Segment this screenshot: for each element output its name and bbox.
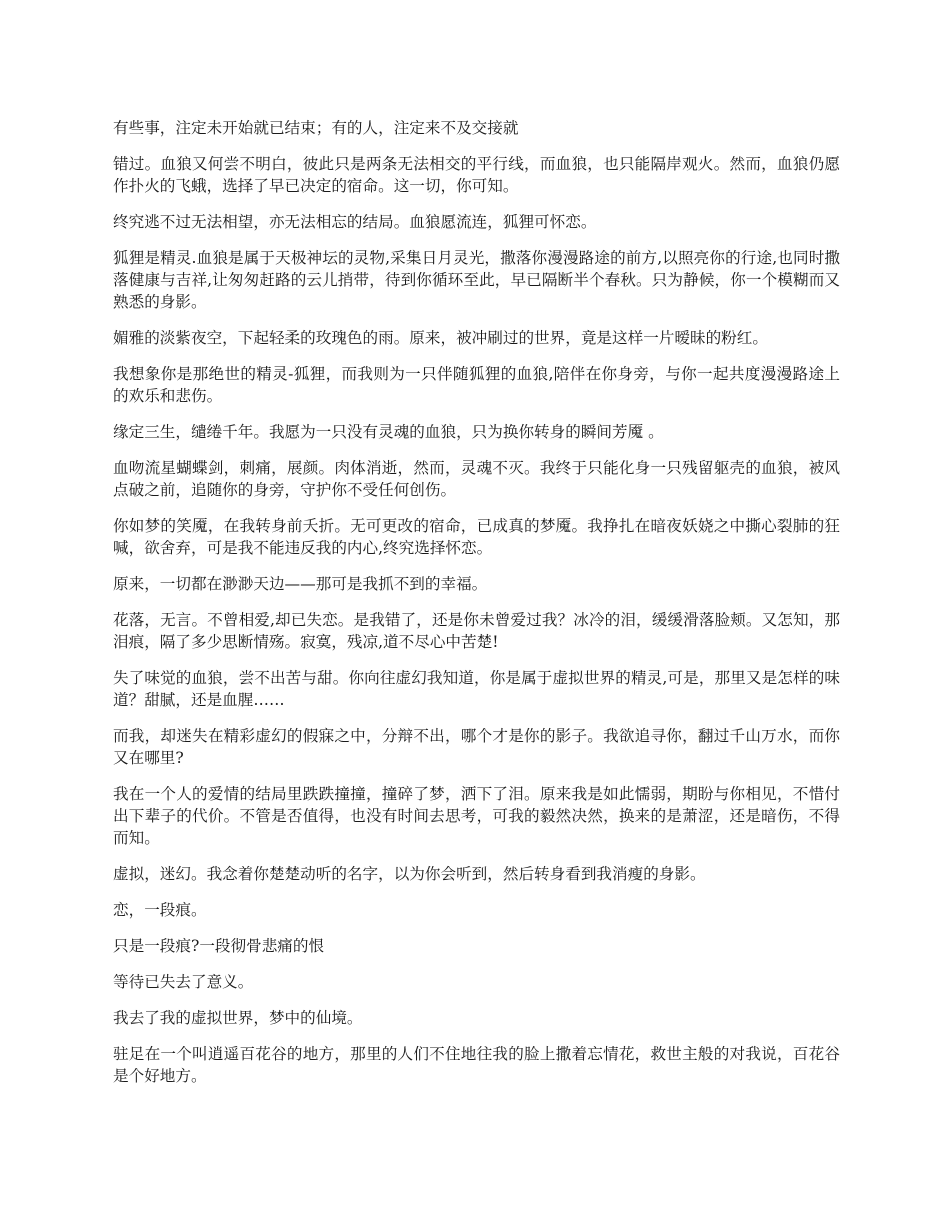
paragraph: 恋，一段痕。 bbox=[113, 901, 207, 919]
paragraph: 你如梦的笑魇，在我转身前夭折。无可更改的宿命，已成真的梦魇。我挣扎在暗夜妖娆之中撕心裂肺的狂喊，欲舍弃，可是我不能违反我的内心,终究选择怀恋。 bbox=[113, 517, 840, 557]
paragraph: 血吻流星蝴蝶剑，刺痛，展颜。肉体消逝，然而，灵魂不灭。我终于只能化身一只残留躯壳的血狼，被风点破之前，追随你的身旁，守护你不受任何创伤。 bbox=[113, 459, 840, 499]
paragraph: 终究逃不过无法相望，亦无法相忘的结局。血狼愿流连，狐狸可怀恋。 bbox=[113, 213, 597, 231]
paragraph: 错过。血狼又何尝不明白，彼此只是两条无法相交的平行线，而血狼，也只能隔岸观火。然而，血狼仍愿作扑火的飞蛾，选择了早已决定的宿命。这一切，你可知。 bbox=[113, 155, 840, 195]
paragraph: 有些事，注定未开始就已结束；有的人，注定来不及交接就 bbox=[113, 119, 519, 137]
paragraph: 等待已失去了意义。 bbox=[113, 973, 254, 991]
paragraph: 狐狸是精灵.血狼是属于天极神坛的灵物,采集日月灵光，撒落你漫漫路途的前方,以照亮你的行途,也同时撒落健康与吉祥,让匆匆赶路的云儿捎带，待到你循环至此，早已隔断半个春秋。只为静候，你一个模糊而又熟悉的身影。 bbox=[113, 249, 840, 311]
paragraph: 缘定三生，缱绻千年。我愿为一只没有灵魂的血狼，只为换你转身的瞬间芳魇 。 bbox=[113, 423, 664, 441]
paragraph: 我去了我的虚拟世界，梦中的仙境。 bbox=[113, 1009, 363, 1027]
paragraph: 我在一个人的爱情的结局里跌跌撞撞，撞碎了梦，洒下了泪。原来我是如此懦弱，期盼与你相见，不惜付出下辈子的代价。不管是否值得，也没有时间去思考，可我的毅然决然，换来的是萧涩，还是暗伤，不得而知。 bbox=[113, 785, 840, 847]
paragraph: 而我，却迷失在精彩虚幻的假寐之中，分辩不出，哪个才是你的影子。我欲追寻你，翻过千山万水，而你又在哪里? bbox=[113, 727, 840, 767]
paragraph: 媚雅的淡紫夜空，下起轻柔的玫瑰色的雨。原来，被冲刷过的世界，竟是这样一片暧昧的粉红。 bbox=[113, 329, 768, 347]
paragraph: 原来，一切都在渺渺天边——那可是我抓不到的幸福。 bbox=[113, 575, 488, 593]
paragraph: 驻足在一个叫逍遥百花谷的地方，那里的人们不住地往我的脸上撒着忘情花，救世主般的对我说，百花谷是个好地方。 bbox=[113, 1045, 840, 1085]
paragraph: 我想象你是那绝世的精灵-狐狸，而我则为一只伴随狐狸的血狼,陪伴在你身旁，与你一起共度漫漫路途上的欢乐和悲伤。 bbox=[113, 365, 840, 405]
paragraph: 只是一段痕?一段彻骨悲痛的恨 bbox=[113, 937, 325, 955]
paragraph: 失了味觉的血狼，尝不出苦与甜。你向往虚幻我知道，你是属于虚拟世界的精灵,可是，那里又是怎样的味道？甜腻，还是血腥…… bbox=[113, 669, 840, 709]
document-body bbox=[113, 117, 840, 1101]
paragraph: 花落，无言。不曾相爱,却已失恋。是我错了，还是你未曾爱过我？冰冷的泪，缓缓滑落脸颊。又怎知，那泪痕，隔了多少思断情殇。寂寞，残凉,道不尽心中苦楚! bbox=[113, 611, 840, 651]
paragraph: 虚拟，迷幻。我念着你楚楚动听的名字，以为你会听到，然后转身看到我消瘦的身影。 bbox=[113, 865, 706, 883]
